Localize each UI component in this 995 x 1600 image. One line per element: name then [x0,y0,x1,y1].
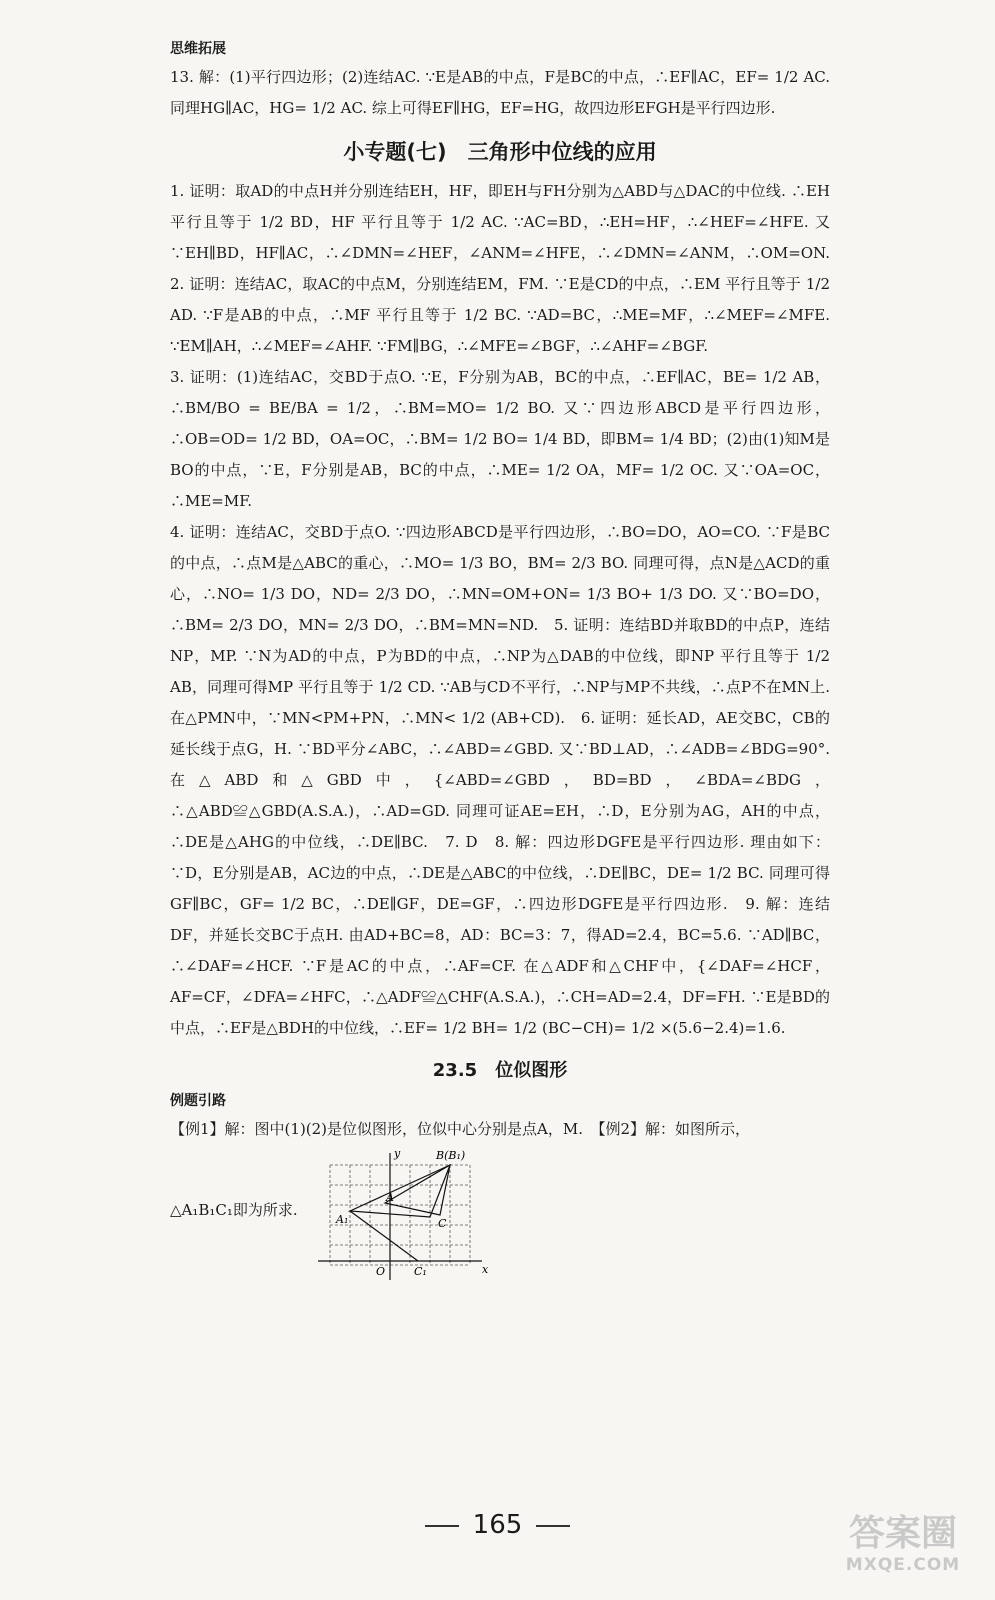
page-number-text: 165 [472,1510,523,1540]
y-axis-label: y [394,1147,401,1160]
dash-right [536,1525,570,1527]
origin-label: O [376,1265,386,1278]
answer-13: 13. 解：(1)平行四边形；(2)连结AC. ∵E是AB的中点，F是BC的中点，∴EF∥AC，EF= 1/2 AC. 同理HG∥AC，HG= 1/2 AC. 综上可得EF∥HG，EF=HG，故四边形EFGH是平行四边形. [170,68,830,117]
answer-3: 3. 证明：(1)连结AC，交BD于点O. ∵E，F分别为AB，BC的中点，∴EF∥AC，BE= 1/2 AB，∴BM/BO = BE/BA = 1/2，∴BM=MO= 1/2 BO. 又∵四边形ABCD是平行四边形，∴OB=OD= 1/2 BD，OA=OC，∴BM= 1/2 BO= 1/4 BD，即BM= 1/4 BD；(2)由(1)知M是BO的中点，∵E，F分别是AB，BC的中点，∴ME= 1/2 OA，MF= 1/2 OC. 又∵OA=OC，∴ME=MF. [170,368,830,510]
watermark-logo [833,1514,973,1584]
example-label: 例题引路 [170,1093,226,1109]
section-label: 思维拓展 [170,41,226,57]
point-b-label: B(B₁) [436,1149,466,1162]
point-c1-label: C₁ [414,1265,427,1278]
dash-left [425,1525,459,1527]
section-title-23-5: 23.5 位似图形 [432,1060,568,1081]
document-page [170,36,846,1285]
watermark-text: 答案圈 [848,1513,957,1554]
section-title: 小专题(七) 三角形中位线的应用 [343,140,657,164]
answer-4-9: 4. 证明：连结AC，交BD于点O. ∵四边形ABCD是平行四边形，∴BO=DO，AO=CO. ∵F是BC的中点，∴点M是△ABC的重心，∴MO= 1/3 BO，BM= 2/3 BO. 同理可得，点N是△ACD的重心，∴NO= 1/3 DO，ND= 2/3 DO，∴MN=OM+ON= 1/3 BO+ 1/3 DO. 又∵BO=DO，∴BM= 2/3 DO，MN= 2/3 DO，∴BM=MN=ND. 5. 证明：连结BD并取BD的中点P，连结NP，MP. ∵N为AD的中点，P为BD的中点，∴NP为△DAB的中位线，即NP 平行且等于 1/2 AB，同理可得MP 平行且等于 1/2 CD. ∵AB与CD不平行，∴NP与MP不共线，∴点P不在MN上. 在△PMN中，∵MN<PM+PN，∴MN< 1/2 (AB+CD). 6. 证明：延长AD，AE交BC，CB的延长线于点G，H. ∵BD平分∠ABC，∴∠ABD=∠GBD. 又∵BD⊥AD，∴∠ADB=∠BDG=90°. 在△ABD和△GBD中，{∠ABD=∠GBD，BD=BD，∠BDA=∠BDG，∴△ABD≌△GBD(A.S.A.)，∴AD=GD. 同理可证AE=EH，∴D，E分别为AG，AH的中点，∴DE是△AHG的中位线，∴DE∥BC. 7. D 8. 解：四边形DGFE是平行四边形. 理由如下：∵D，E分别是AB，AC边的中点，∴DE是△ABC的中位线，∴DE∥BC，DE= 1/2 BC. 同理可得GF∥BC，GF= 1/2 BC，∴DE∥GF，DE=GF，∴四边形DGFE是平行四边形. 9. 解：连结DF，并延长交BC于点H. 由AD+BC=8，AD：BC=3：7，得AD=2.4，BC=5.6. ∵AD∥BC，∴∠DAF=∠HCF. ∵F是AC的中点，∴AF=CF. 在△ADF和△CHF中，{∠DAF=∠HCF，AF=CF，∠DFA=∠HFC，∴△ADF≌△CHF(A.S.A.)，∴CH=AD=2.4，DF=FH. ∵E是BD的中点，∴EF是△BDH的中位线，∴EF= 1/2 BH= 1/2 (BC−CH)= 1/2 ×(5.6−2.4)=1.6. [170,523,830,1037]
homothety-figure [310,1145,490,1285]
example-2-text: △A₁B₁C₁即为所求. [170,1201,298,1219]
example-1: 【例1】解：图中(1)(2)是位似图形，位似中心分别是点A，M. 【例2】解：如图所示， [170,1120,751,1138]
answer-1-2: 1. 证明：取AD的中点H并分别连结EH，HF，即EH与FH分别为△ABD与△DAC的中位线. ∴EH 平行且等于 1/2 BD，HF 平行且等于 1/2 AC. ∵AC=BD，∴EH=HF，∴∠HEF=∠HFE. 又∵EH∥BD，HF∥AC，∴∠DMN=∠HEF，∠ANM=∠HFE，∴∠DMN=∠ANM，∴OM=ON. 2. 证明：连结AC，取AC的中点M，分别连结EM，FM. ∵E是CD的中点，∴EM 平行且等于 1/2 AD. ∵F是AB的中点，∴MF 平行且等于 1/2 BC. ∵AD=BC，∴ME=MF，∴∠MEF=∠MFE. ∵EM∥AH，∴∠MEF=∠AHF. ∵FM∥BG，∴∠MFE=∠BGF，∴∠AHF=∠BGF. [170,182,846,355]
point-c-label: C [438,1217,447,1230]
x-axis-label: x [482,1263,489,1276]
watermark-url: MXQE.COM [845,1555,961,1575]
point-a-label: A [386,1191,394,1204]
example-2-row [170,1145,830,1285]
point-a1-label: A₁ [336,1213,349,1226]
